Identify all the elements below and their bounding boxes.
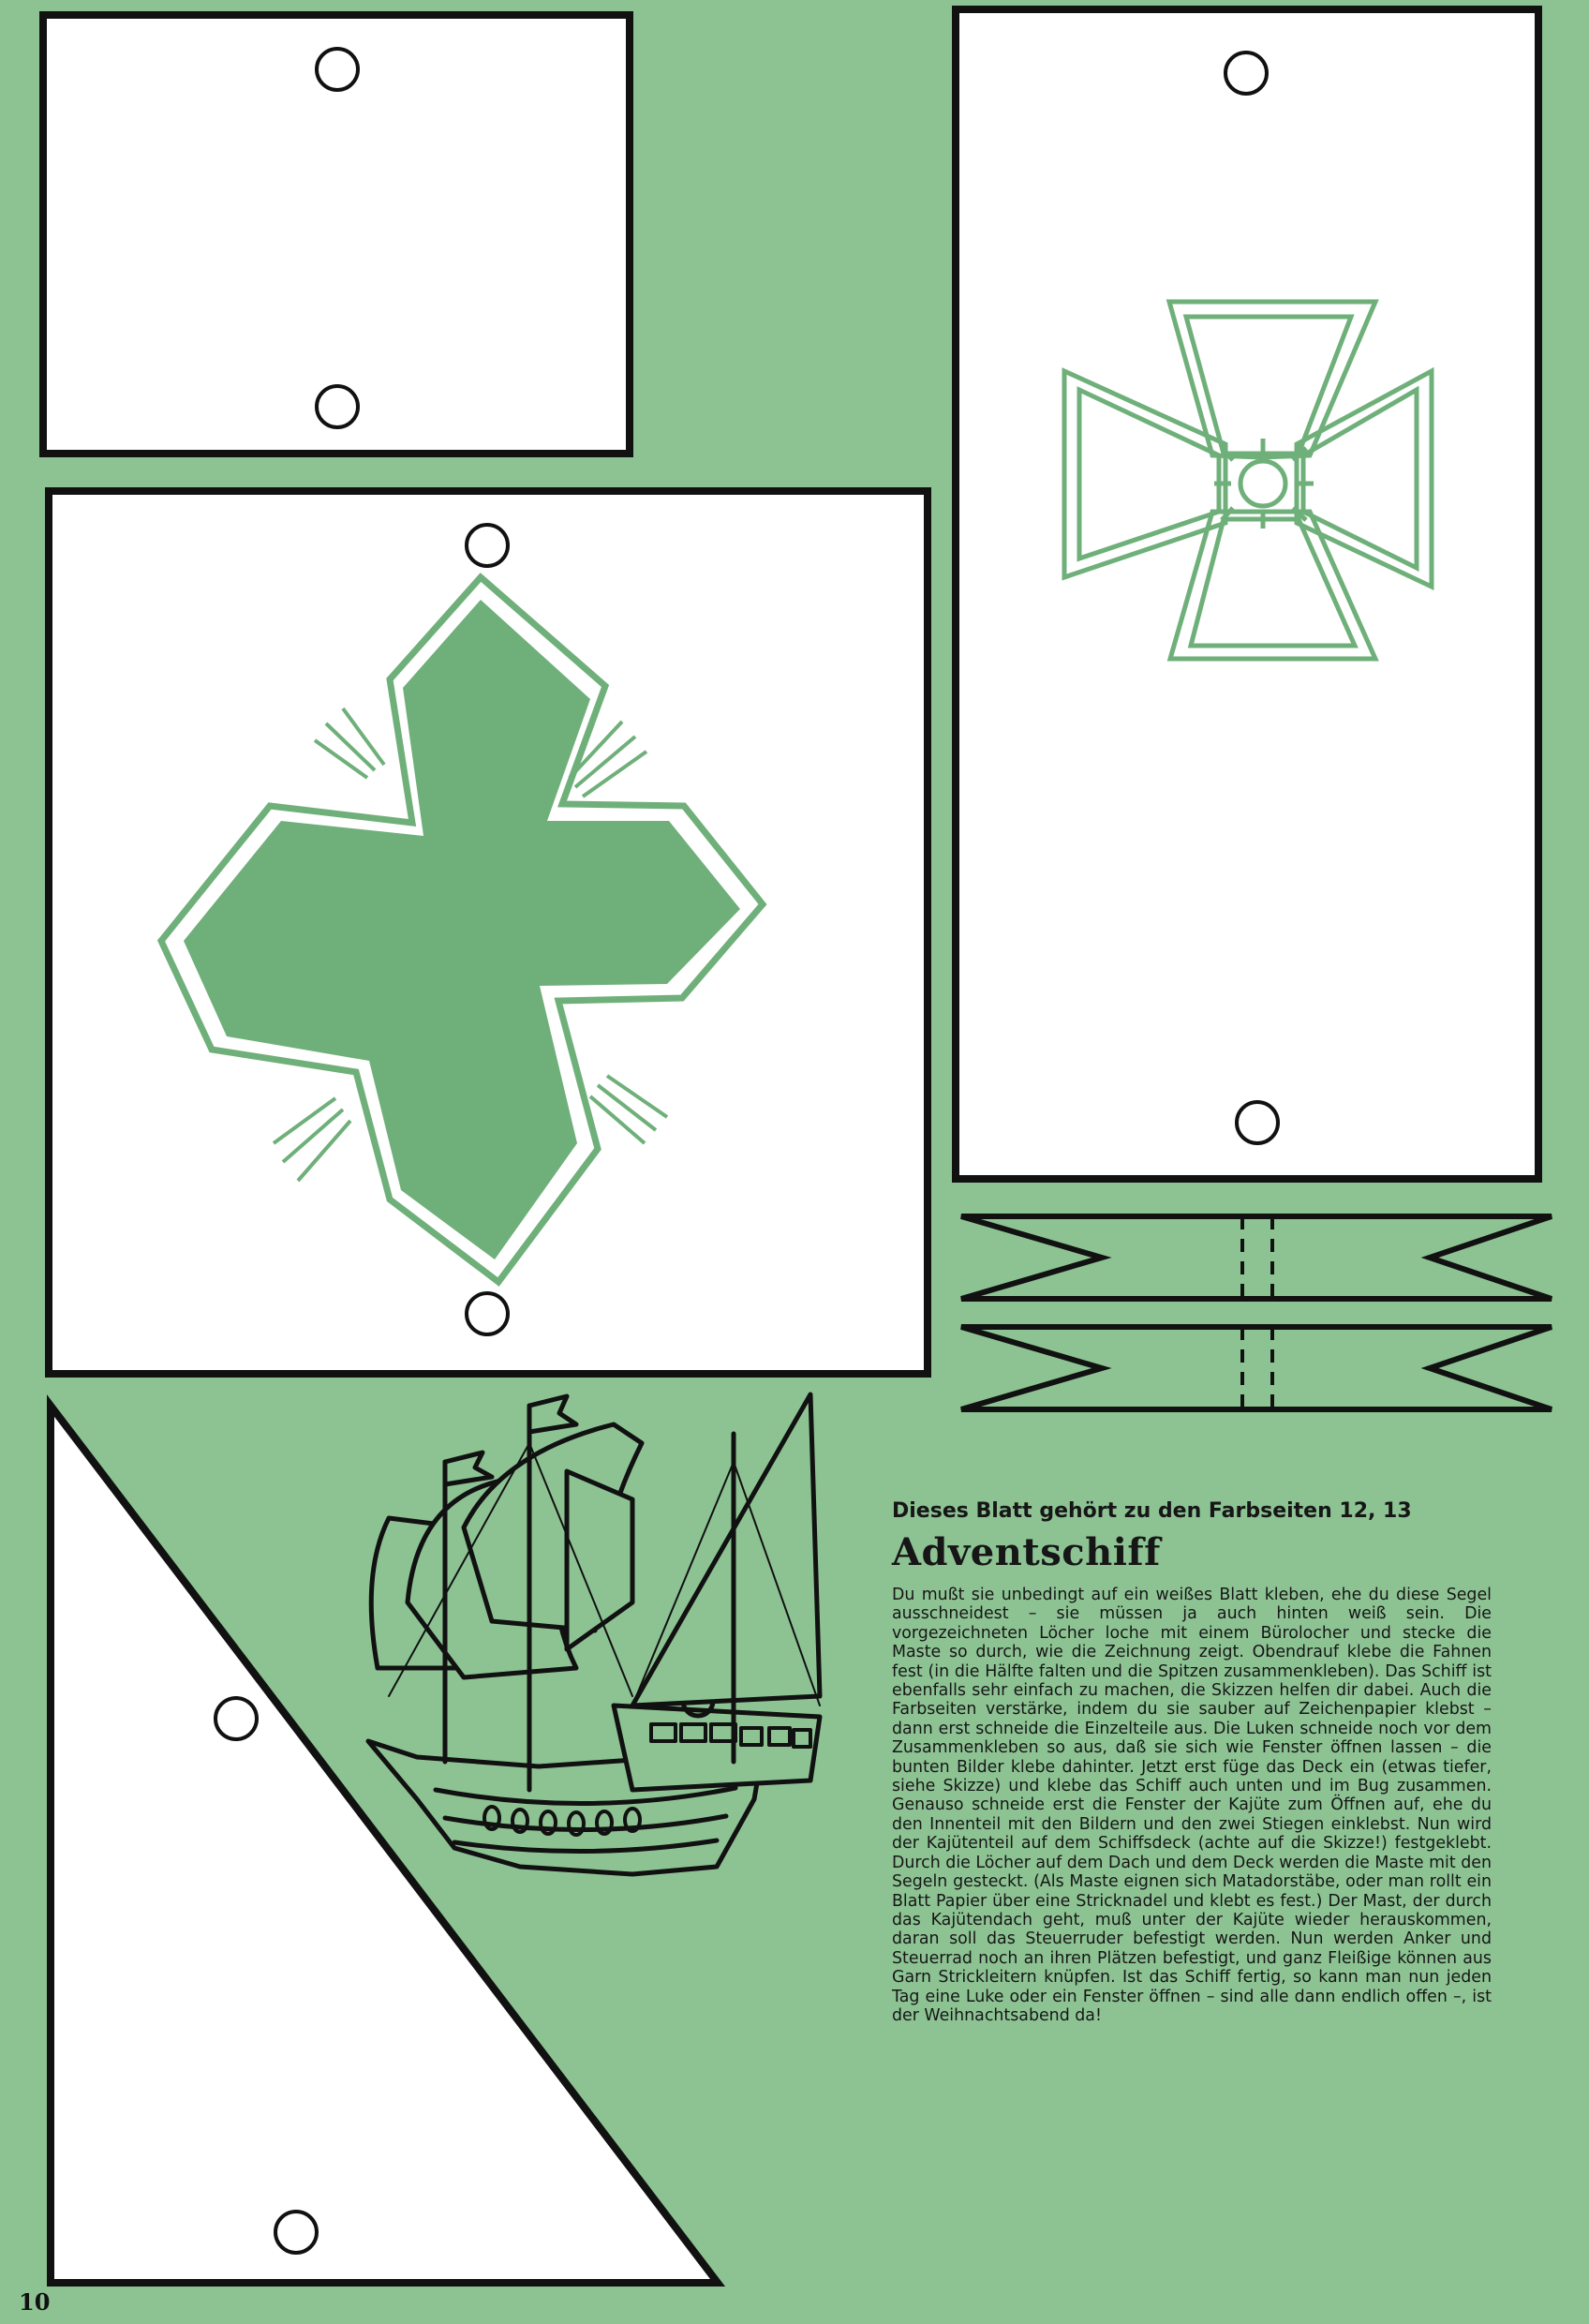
punch-hole-top [215, 1698, 257, 1739]
punch-hole-top [315, 47, 360, 92]
punch-hole-bottom [315, 384, 360, 429]
article-title: Adventschiff [892, 1530, 1161, 1574]
cross-pattee-icon [45, 487, 931, 1378]
iron-cross-outline-icon [952, 6, 1542, 1183]
article [892, 1499, 1492, 2025]
pennant-flag-2 [961, 1319, 1561, 1413]
article-body: Du mußt sie unbedingt auf ein weißes Blatt kleben, ehe du diese Segel ausschneidest – sie müssen ja auch hinten weiß sein. Die vorgezeichneten Löcher loche mit einem Bürolocher und stecke die Maste so durch, wie die Zeichnung zeigt. Obendrauf klebe die Fahnen fest (in die Hälfte falten und die Spitzen zusammenkleben). Das Schiff ist ebenfalls sehr einfach zu machen, die Skizzen helfen dir dabei. Auch die Farbseiten verstärke, indem du sie sauber auf Zeichenpapier klebst – dann erst schneide die Einzelteile aus. Die Luken schneide noch vor dem Zusammenkleben so aus, daß sie sich wie Fenster öffnen lassen – die bunten Bilder klebe dahinter. Jetzt erst füge das Deck ein (etwas tiefer, siehe Skizze) und klebe das Schiff auch unten und im Bug zusammen. Genauso schneide erst die Fenster der Kajüte zum Öffnen auf, ehe du den Innenteil mit den Bildern und den zwei Stiegen einklebst. Nun wird der Kajütenteil auf dem Schiffsdeck (achte auf die Skizze!) festgeklebt. Durch die Löcher auf dem Dach und dem Deck werden die Maste mit den Segeln gesteckt. (Als Maste eignen sich Matadorstäbe, oder man rollt ein Blatt Papier über eine Stricknadel und klebt es fest.) Der Mast, der durch das Kajütendach geht, muß unter der Kajüte wieder herauskommen, daran soll das Steuerruder befestigt werden. Nun werden Anker und Steuerrad noch an ihren Plätzen befestigt, und ganz Fleißige können aus Garn Strickleitern knüpfen. Ist das Schiff fertig, so kann man nun jeden Tag eine Luke oder ein Fenster öffnen – sind alle dann endlich offen –, ist der Weihnachtsabend da! [892, 1586, 1492, 2025]
page-number: 10 [19, 2288, 51, 2316]
square-sail [45, 487, 931, 1378]
tall-rectangular-sail [952, 6, 1542, 1183]
small-rectangular-sail [39, 11, 633, 457]
punch-hole-bottom [275, 2212, 317, 2253]
pennant-flag-1 [961, 1209, 1561, 1303]
sailing-ship-icon [351, 1387, 839, 1874]
article-kicker: Dieses Blatt gehört zu den Farbseiten 12, 13 [892, 1499, 1412, 1523]
